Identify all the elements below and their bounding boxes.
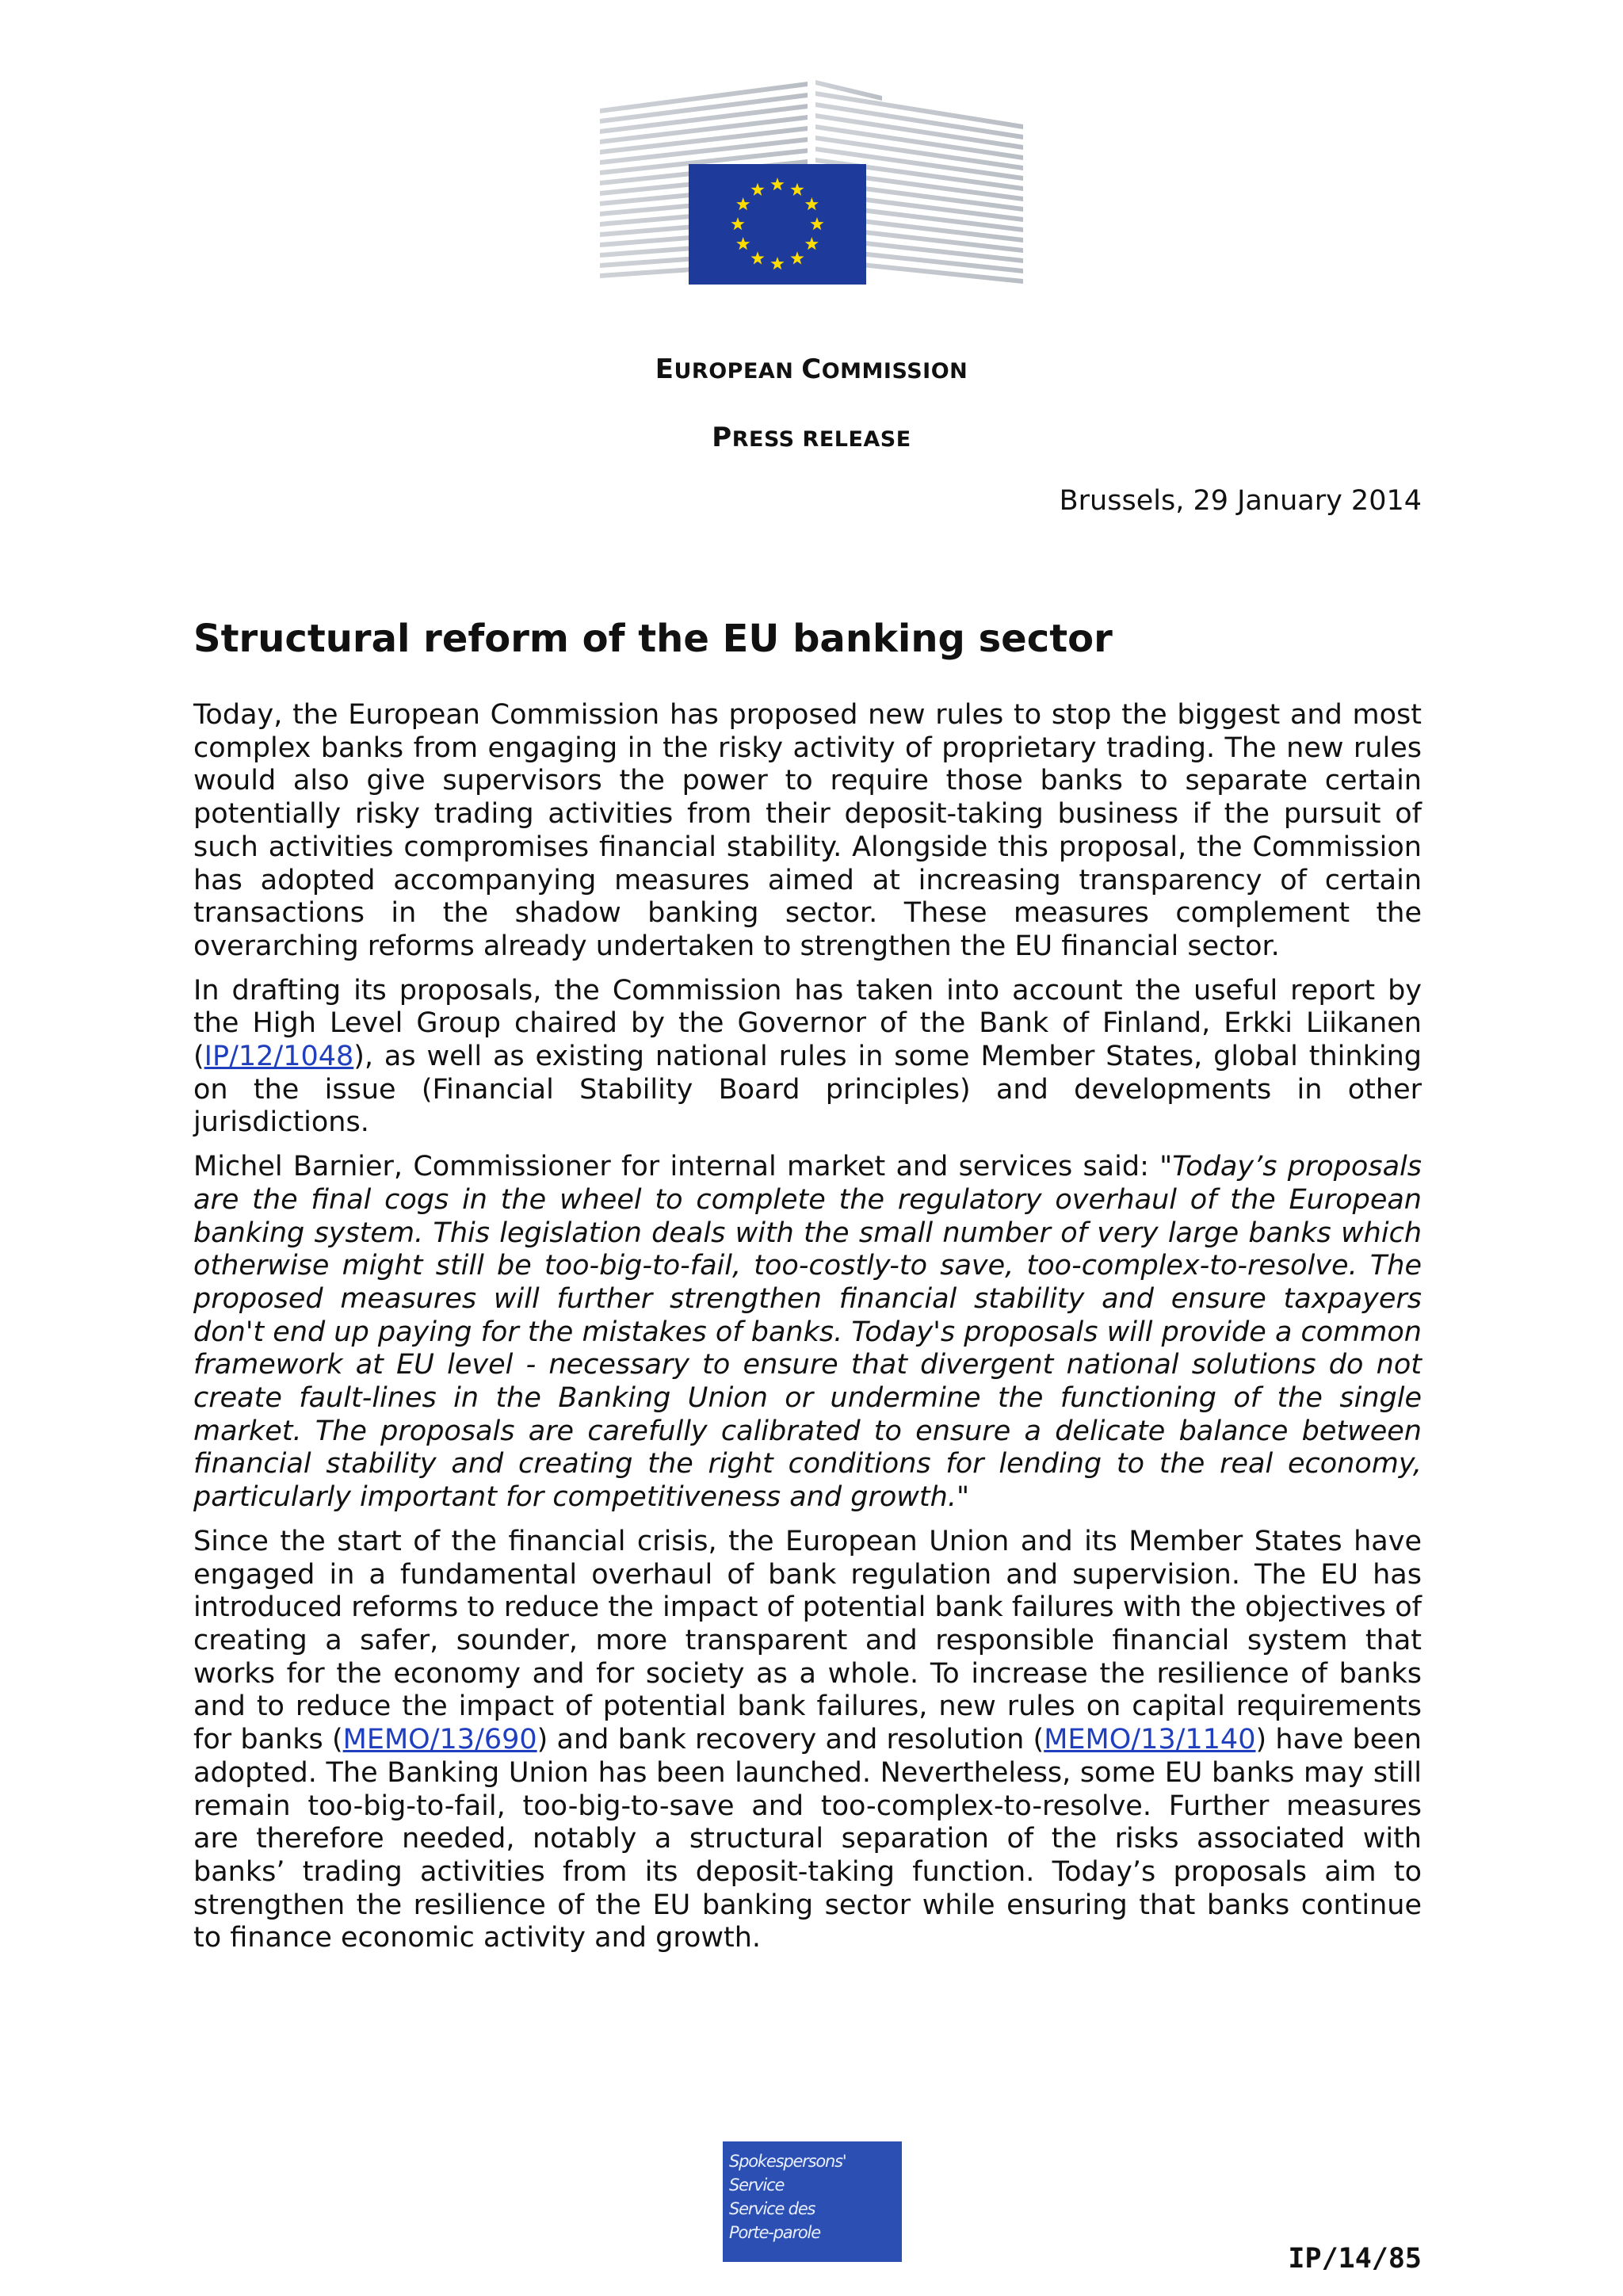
document-type: PRESS RELEASE bbox=[712, 422, 911, 453]
page-title: Structural reform of the EU banking sector bbox=[193, 617, 1113, 661]
link-memo-13-1140[interactable]: MEMO/13/1140 bbox=[1044, 1724, 1256, 1756]
link-ip-12-1048[interactable]: IP/12/1048 bbox=[204, 1041, 354, 1073]
european-commission-logo bbox=[600, 75, 1023, 289]
paragraph-liikanen: In drafting its proposals, the Commission has taken into account the useful report by the High Level Group chaired by the Governor of the Bank of Finland, Erkki Liikanen (IP/12/1048), as well as existing national rules in some Member States, global thinking on the issue (Financial Stability Board principles) and developments in other jurisdictions. bbox=[193, 974, 1422, 1139]
press-release-reference: IP/14/85 bbox=[1288, 2243, 1422, 2275]
spokespersons-service-logo: Spokespersons' Service Service des Porte-parole bbox=[723, 2141, 902, 2262]
organisation-name: EUROPEAN COMMISSION bbox=[655, 353, 968, 385]
place-and-date: Brussels, 29 January 2014 bbox=[1059, 485, 1422, 517]
paragraph-intro: Today, the European Commission has proposed new rules to stop the biggest and most complex banks from engaging in the risky activity of proprietary trading. The new rules would also give supervisors the power to require those banks to separate certain potentially risky trading activities from their deposit-taking business if the pursuit of such activities compromises financial stability. Alongside this proposal, the Commission has adopted accompanying measures aimed at increasing transparency of certain transactions in the shadow banking sector. These measures complement the overarching reforms already undertaken to strengthen the EU financial sector. bbox=[193, 699, 1422, 962]
barnier-quote: "Today’s proposals are the final cogs in the wheel to complete the regulatory overhaul of the European banking system. This legislation deals with the small number of very large banks which otherwise might still be too-big-to-fail, too-costly-to save, too-complex-to-resolve. The proposed measures will further strengthen financial stability and ensure taxpayers don't end up paying for the mistakes of banks. Today's proposals will provide a common framework at EU level - necessary to ensure that divergent national solutions do not create fault-lines in the Banking Union or undermine the functioning of the single market. The proposals are carefully calibrated to ensure a delicate balance between financial stability and creating the right conditions for lending to the real economy, particularly important for competitiveness and growth." bbox=[193, 1151, 1422, 1514]
link-memo-13-690[interactable]: MEMO/13/690 bbox=[342, 1724, 537, 1756]
paragraph-background: Since the start of the financial crisis, the European Union and its Member States have engaged in a fundamental overhaul of bank regulation and supervision. The EU has introduced reforms to reduce the impact of potential bank failures with the objectives of creating a safer, sounder, more transparent and responsible financial system that works for the economy and for society as a whole. To increase the resilience of banks and to reduce the impact of potential bank failures, new rules on capital requirements for banks (MEMO/13/690) and bank recovery and resolution (MEMO/13/1140) have been adopted. The Banking Union has been launched. Nevertheless, some EU banks may still remain too-big-to-fail, too-big-to-save and too-complex-to-resolve. Further measures are therefore needed, notably a structural separation of the risks associated with banks’ trading activities from its deposit-taking function. Today’s proposals aim to strengthen the resilience of the EU banking sector while ensuring that banks continue to finance economic activity and growth. bbox=[193, 1525, 1422, 1954]
press-release-body bbox=[193, 699, 1422, 1966]
paragraph-barnier-quote: Michel Barnier, Commissioner for internal market and services said: "Today’s proposals are the final cogs in the wheel to complete the regulatory overhaul of the European banking system. This legislation deals with the small number of very large banks which otherwise might still be too-big-to-fail, too-costly-to save, too-complex-to-resolve. The proposed measures will further strengthen financial stability and ensure taxpayers don't end up paying for the mistakes of banks. Today's proposals will provide a common framework at EU level - necessary to ensure that divergent national solutions do not create fault-lines in the Banking Union or undermine the functioning of the single market. The proposals are carefully calibrated to ensure a delicate balance between financial stability and creating the right conditions for lending to the real economy, particularly important for competitiveness and growth." bbox=[193, 1151, 1422, 1514]
